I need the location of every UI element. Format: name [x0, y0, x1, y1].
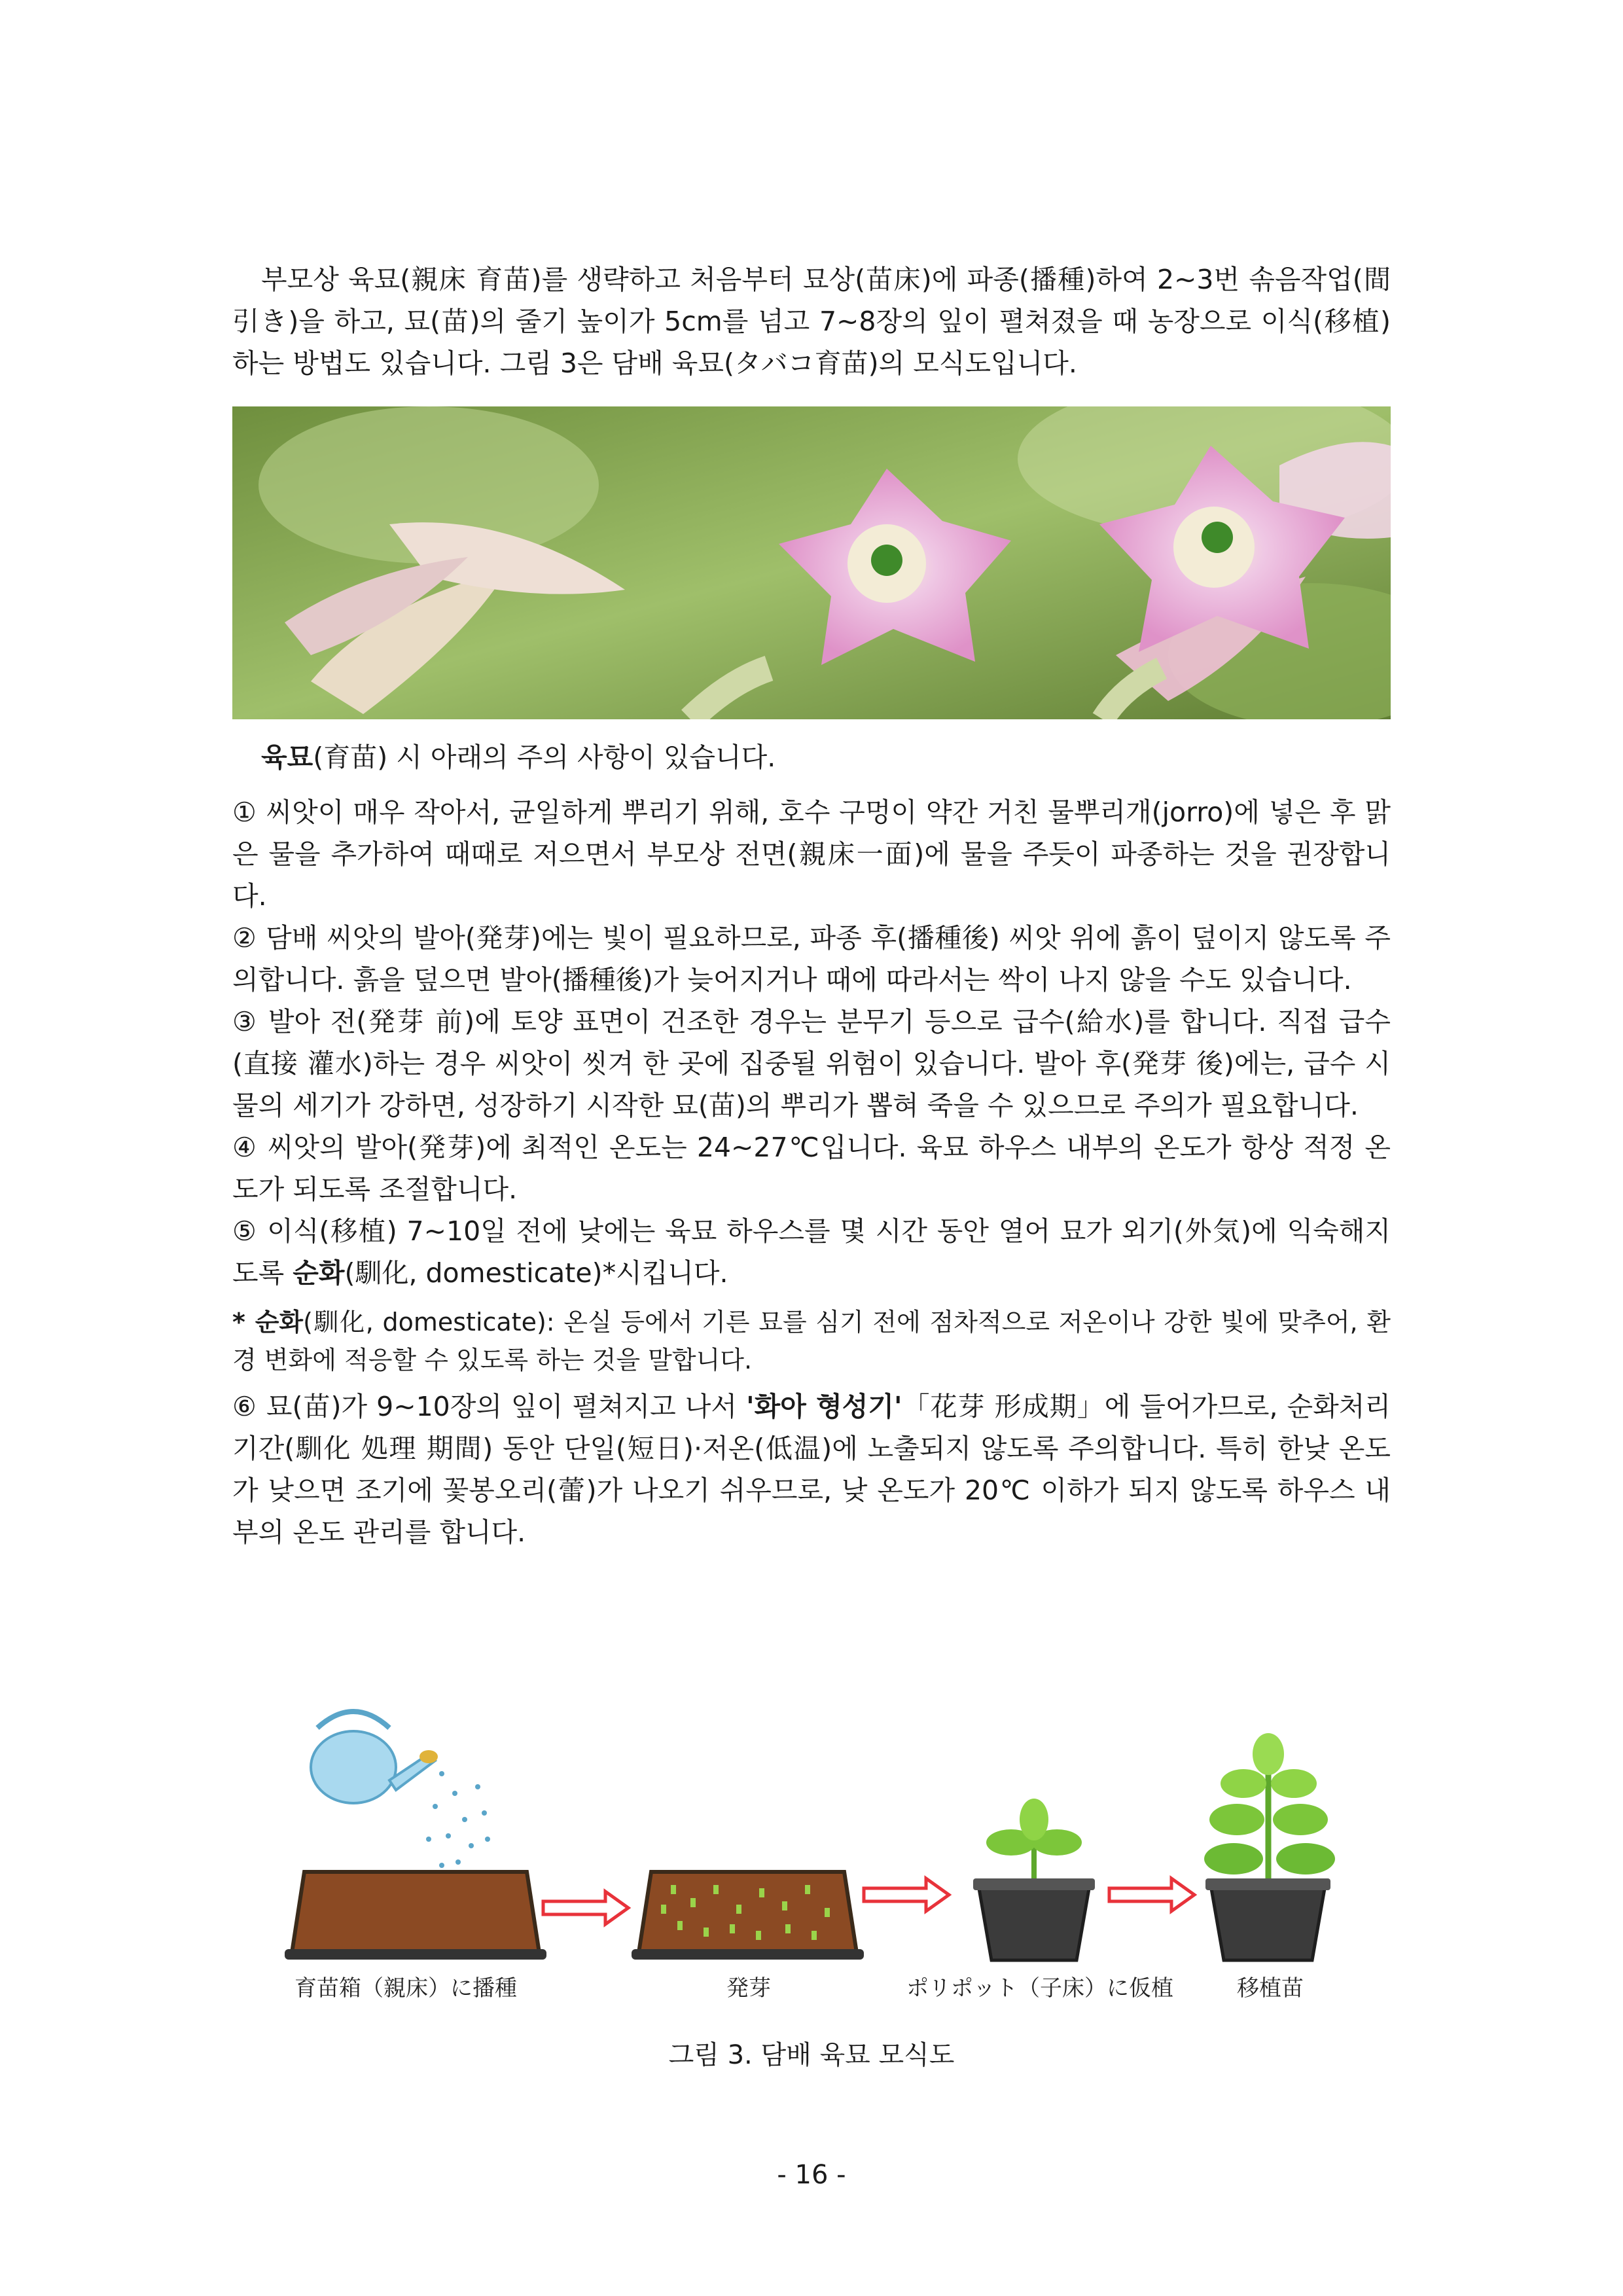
intro-paragraph: 부모상 육묘(親床 育苗)를 생략하고 처음부터 묘상(苗床)에 파종(播種)하여 2~3번 솎음작업(間引き)을 하고, 묘(苗)의 줄기 높이가 5cm를 넘고 7~8장의 잎이 펼쳐졌을 때 농장으로 이식(移植)하는 방법도 있습니다. 그림 3은 담배 육묘(タバコ育苗)의 모식도입니다. — [232, 264, 1391, 379]
item6-pre: ⑥ 묘(苗)가 9~10장의 잎이 펼쳐지고 나서 — [232, 1391, 747, 1422]
seedling-diagram-art — [232, 1689, 1391, 1964]
diagram-label-step4: 移植苗 — [1237, 1975, 1304, 2001]
precautions-intro-rest: (育苗) 시 아래의 주의 사항이 있습니다. — [313, 742, 776, 773]
precaution-item-1: ① 씨앗이 매우 작아서, 균일하게 뿌리기 위해, 호수 구멍이 약간 거친 물뿌리개(jorro)에 넣은 후 맑은 물을 추가하여 때때로 저으면서 부모상 전면(親床一面)에 물을 주듯이 파종하는 것을 권장합니다. — [232, 797, 1391, 912]
arrow-right-icon — [1109, 1878, 1194, 1911]
item5-post: (馴化, domesticate)*시킵니다. — [344, 1257, 728, 1289]
precautions-intro — [232, 736, 1391, 778]
seedling-diagram — [232, 1689, 1391, 2003]
arrow-right-icon — [864, 1878, 949, 1911]
footnote — [232, 1303, 1391, 1379]
item6-post: 「花芽 形成期」에 들어가므로, 순화처리 기간(馴化 処理 期間) 동안 단일(短日)·저온(低温)에 노출되지 않도록 주의합니다. 특히 한낮 온도가 낮으면 조기에 꽃봉오리(蕾)가 나오기 쉬우므로, 낮 온도가 20℃ 이하가 되지 않도록 하우스 내부의 온도 관리를 합니다. — [232, 1391, 1391, 1548]
diagram-label-step1: 育苗箱（親床）に播種 — [294, 1975, 517, 2001]
item5-pre: ⑤ 이식(移植) 7~10일 전에 낮에는 육묘 하우스를 몇 시간 동안 열어 묘가 외기(外気)에 익숙해지도록 — [232, 1215, 1391, 1289]
item6-bold: '화아 형성기' — [746, 1391, 902, 1422]
watering-can-icon — [311, 1712, 438, 1803]
diagram-label-step2: 発芽 — [726, 1975, 771, 2001]
precaution-item-5 — [232, 1210, 1391, 1294]
precaution-item-4: ④ 씨앗의 발아(発芽)에 최적인 온도는 24~27℃입니다. 육묘 하우스 내부의 온도가 항상 적정 온도가 되도록 조절합니다. — [232, 1132, 1391, 1205]
page-content — [232, 259, 1391, 1553]
footnote-rest: (馴化, domesticate): 온실 등에서 기른 묘를 심기 전에 점차적으로 저온이나 강한 빛에 맞추어, 환경 변화에 적응할 수 있도록 하는 것을 말합니다. — [232, 1308, 1391, 1374]
tray-germinated — [632, 1872, 864, 1960]
tray-sown — [285, 1872, 546, 1960]
precaution-item-6 — [232, 1386, 1391, 1553]
page-number: - 16 - — [777, 2160, 846, 2190]
precautions-list — [232, 791, 1391, 1553]
pot-seedling — [973, 1799, 1095, 1960]
item5-bold: 순화 — [293, 1257, 345, 1289]
precaution-item-2: ② 담배 씨앗의 발아(発芽)에는 빛이 필요하므로, 파종 후(播種後) 씨앗 위에 흙이 덮이지 않도록 주의합니다. 흙을 덮으면 발아(播種後)가 늦어지거나 때에 따라서는 싹이 나지 않을 수도 있습니다. — [232, 922, 1391, 996]
precaution-item-3: ③ 발아 전(発芽 前)에 토양 표면이 건조한 경우는 분무기 등으로 급수(給水)를 합니다. 직접 급수(直接 灌水)하는 경우 씨앗이 씻겨 한 곳에 집중될 위험이 있습니다. 발아 후(発芽 後)에는, 급수 시 물의 세기가 강하면, 성장하기 시작한 묘(苗)의 뿌리가 뽑혀 죽을 수 있으므로 주의가 필요합니다. — [232, 1006, 1391, 1121]
figure-caption: 그림 3. 담배 육묘 모식도 — [668, 2040, 955, 2070]
diagram-label-step3: ポリポット（子床）に仮植 — [906, 1975, 1173, 2001]
pot-transplant — [1204, 1733, 1335, 1960]
water-drops — [426, 1771, 490, 1868]
arrow-right-icon — [543, 1892, 628, 1924]
precautions-intro-bold: 육묘 — [261, 742, 313, 773]
tobacco-flower-photo — [232, 406, 1391, 719]
footnote-bold: * 순화 — [232, 1308, 304, 1336]
